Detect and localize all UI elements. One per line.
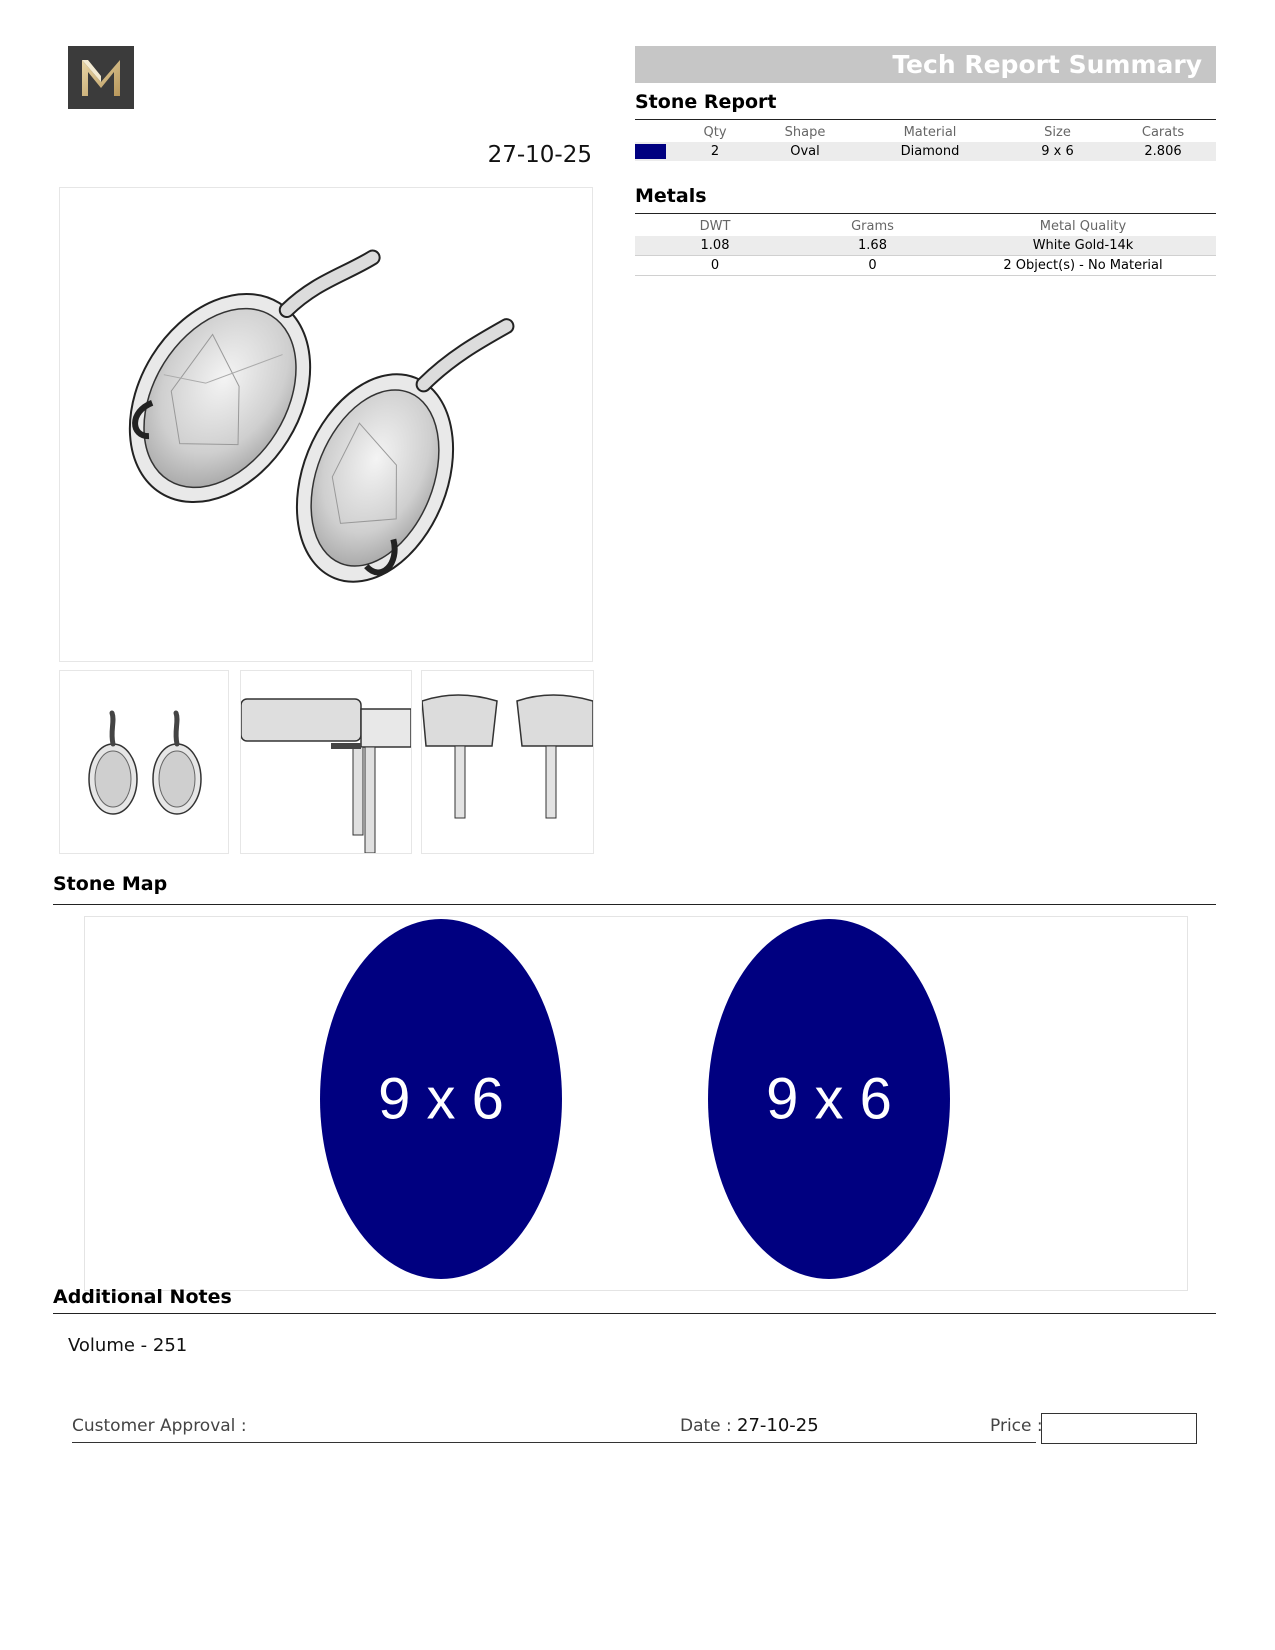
company-logo — [68, 46, 134, 109]
additional-notes-text: Volume - 251 — [68, 1335, 188, 1356]
additional-notes-heading: Additional Notes — [53, 1286, 232, 1308]
stone-col-swatch — [635, 122, 675, 142]
earring-pair-front-render-icon — [60, 671, 228, 853]
earring-pair-perspective-render-icon — [60, 188, 592, 661]
additional-notes-rule — [53, 1313, 1216, 1314]
stone-map-panel — [84, 916, 1188, 1291]
stone-report-heading: Stone Report — [635, 91, 777, 113]
stone-col-size: Size — [1044, 124, 1071, 140]
main-render-view — [59, 187, 593, 662]
stone-map-rule — [53, 904, 1216, 905]
earring-stud-side-render-icon — [422, 671, 593, 853]
stone-col-shape: Shape — [784, 124, 826, 140]
table-row — [635, 256, 1216, 276]
metals-table-header — [635, 216, 1216, 236]
stone-color-cell — [635, 142, 675, 161]
report-title-bar — [635, 46, 1216, 83]
approval-signature-line — [72, 1442, 1036, 1443]
stud-side-view-thumbnail — [421, 670, 594, 854]
metals-heading: Metals — [635, 185, 707, 207]
metals-table — [635, 216, 1216, 276]
approval-date-value: 27-10-25 — [737, 1415, 819, 1436]
metal-quality: White Gold-14k — [950, 236, 1216, 256]
stone-map-stone — [708, 919, 950, 1279]
metal-dwt: 1.08 — [635, 236, 795, 256]
approval-date-label: Date : — [680, 1416, 732, 1436]
report-title: Tech Report Summary — [892, 50, 1202, 79]
stone-report-rule — [635, 119, 1216, 120]
metal-quality: 2 Object(s) - No Material — [950, 256, 1216, 276]
stone-report-table — [635, 122, 1216, 161]
stone-table-header — [635, 122, 1216, 142]
stone-size-label: 9 x 6 — [766, 1066, 892, 1132]
table-row — [635, 142, 1216, 161]
stone-shape: Oval — [755, 142, 855, 161]
stone-col-material: Material — [903, 124, 957, 140]
metal-grams: 0 — [795, 256, 950, 276]
metal-grams: 1.68 — [795, 236, 950, 256]
metals-rule — [635, 213, 1216, 214]
stone-map-stone — [320, 919, 562, 1279]
stone-col-carats: Carats — [1141, 124, 1185, 140]
metals-col-quality: Metal Quality — [1039, 218, 1127, 234]
stone-col-qty: Qty — [703, 124, 727, 140]
customer-approval-label: Customer Approval : — [72, 1416, 247, 1436]
stone-qty: 2 — [675, 142, 755, 161]
stone-color-swatch — [635, 144, 666, 159]
price-label: Price : — [990, 1416, 1043, 1436]
report-date: 27-10-25 — [487, 142, 592, 168]
table-row — [635, 236, 1216, 256]
stone-size: 9 x 6 — [1005, 142, 1110, 161]
stone-size-label: 9 x 6 — [378, 1066, 504, 1132]
stone-carats: 2.806 — [1110, 142, 1216, 161]
m-monogram-logo-icon — [68, 46, 134, 109]
price-field[interactable] — [1041, 1413, 1197, 1444]
metals-col-grams: Grams — [851, 218, 894, 234]
stone-map-heading: Stone Map — [53, 873, 168, 895]
front-view-thumbnail — [59, 670, 229, 854]
metal-dwt: 0 — [635, 256, 795, 276]
side-view-thumbnail — [240, 670, 412, 854]
earring-side-render-icon — [241, 671, 411, 853]
stone-map-diagram — [85, 917, 1187, 1290]
metals-col-dwt: DWT — [699, 218, 731, 234]
stone-material: Diamond — [855, 142, 1005, 161]
